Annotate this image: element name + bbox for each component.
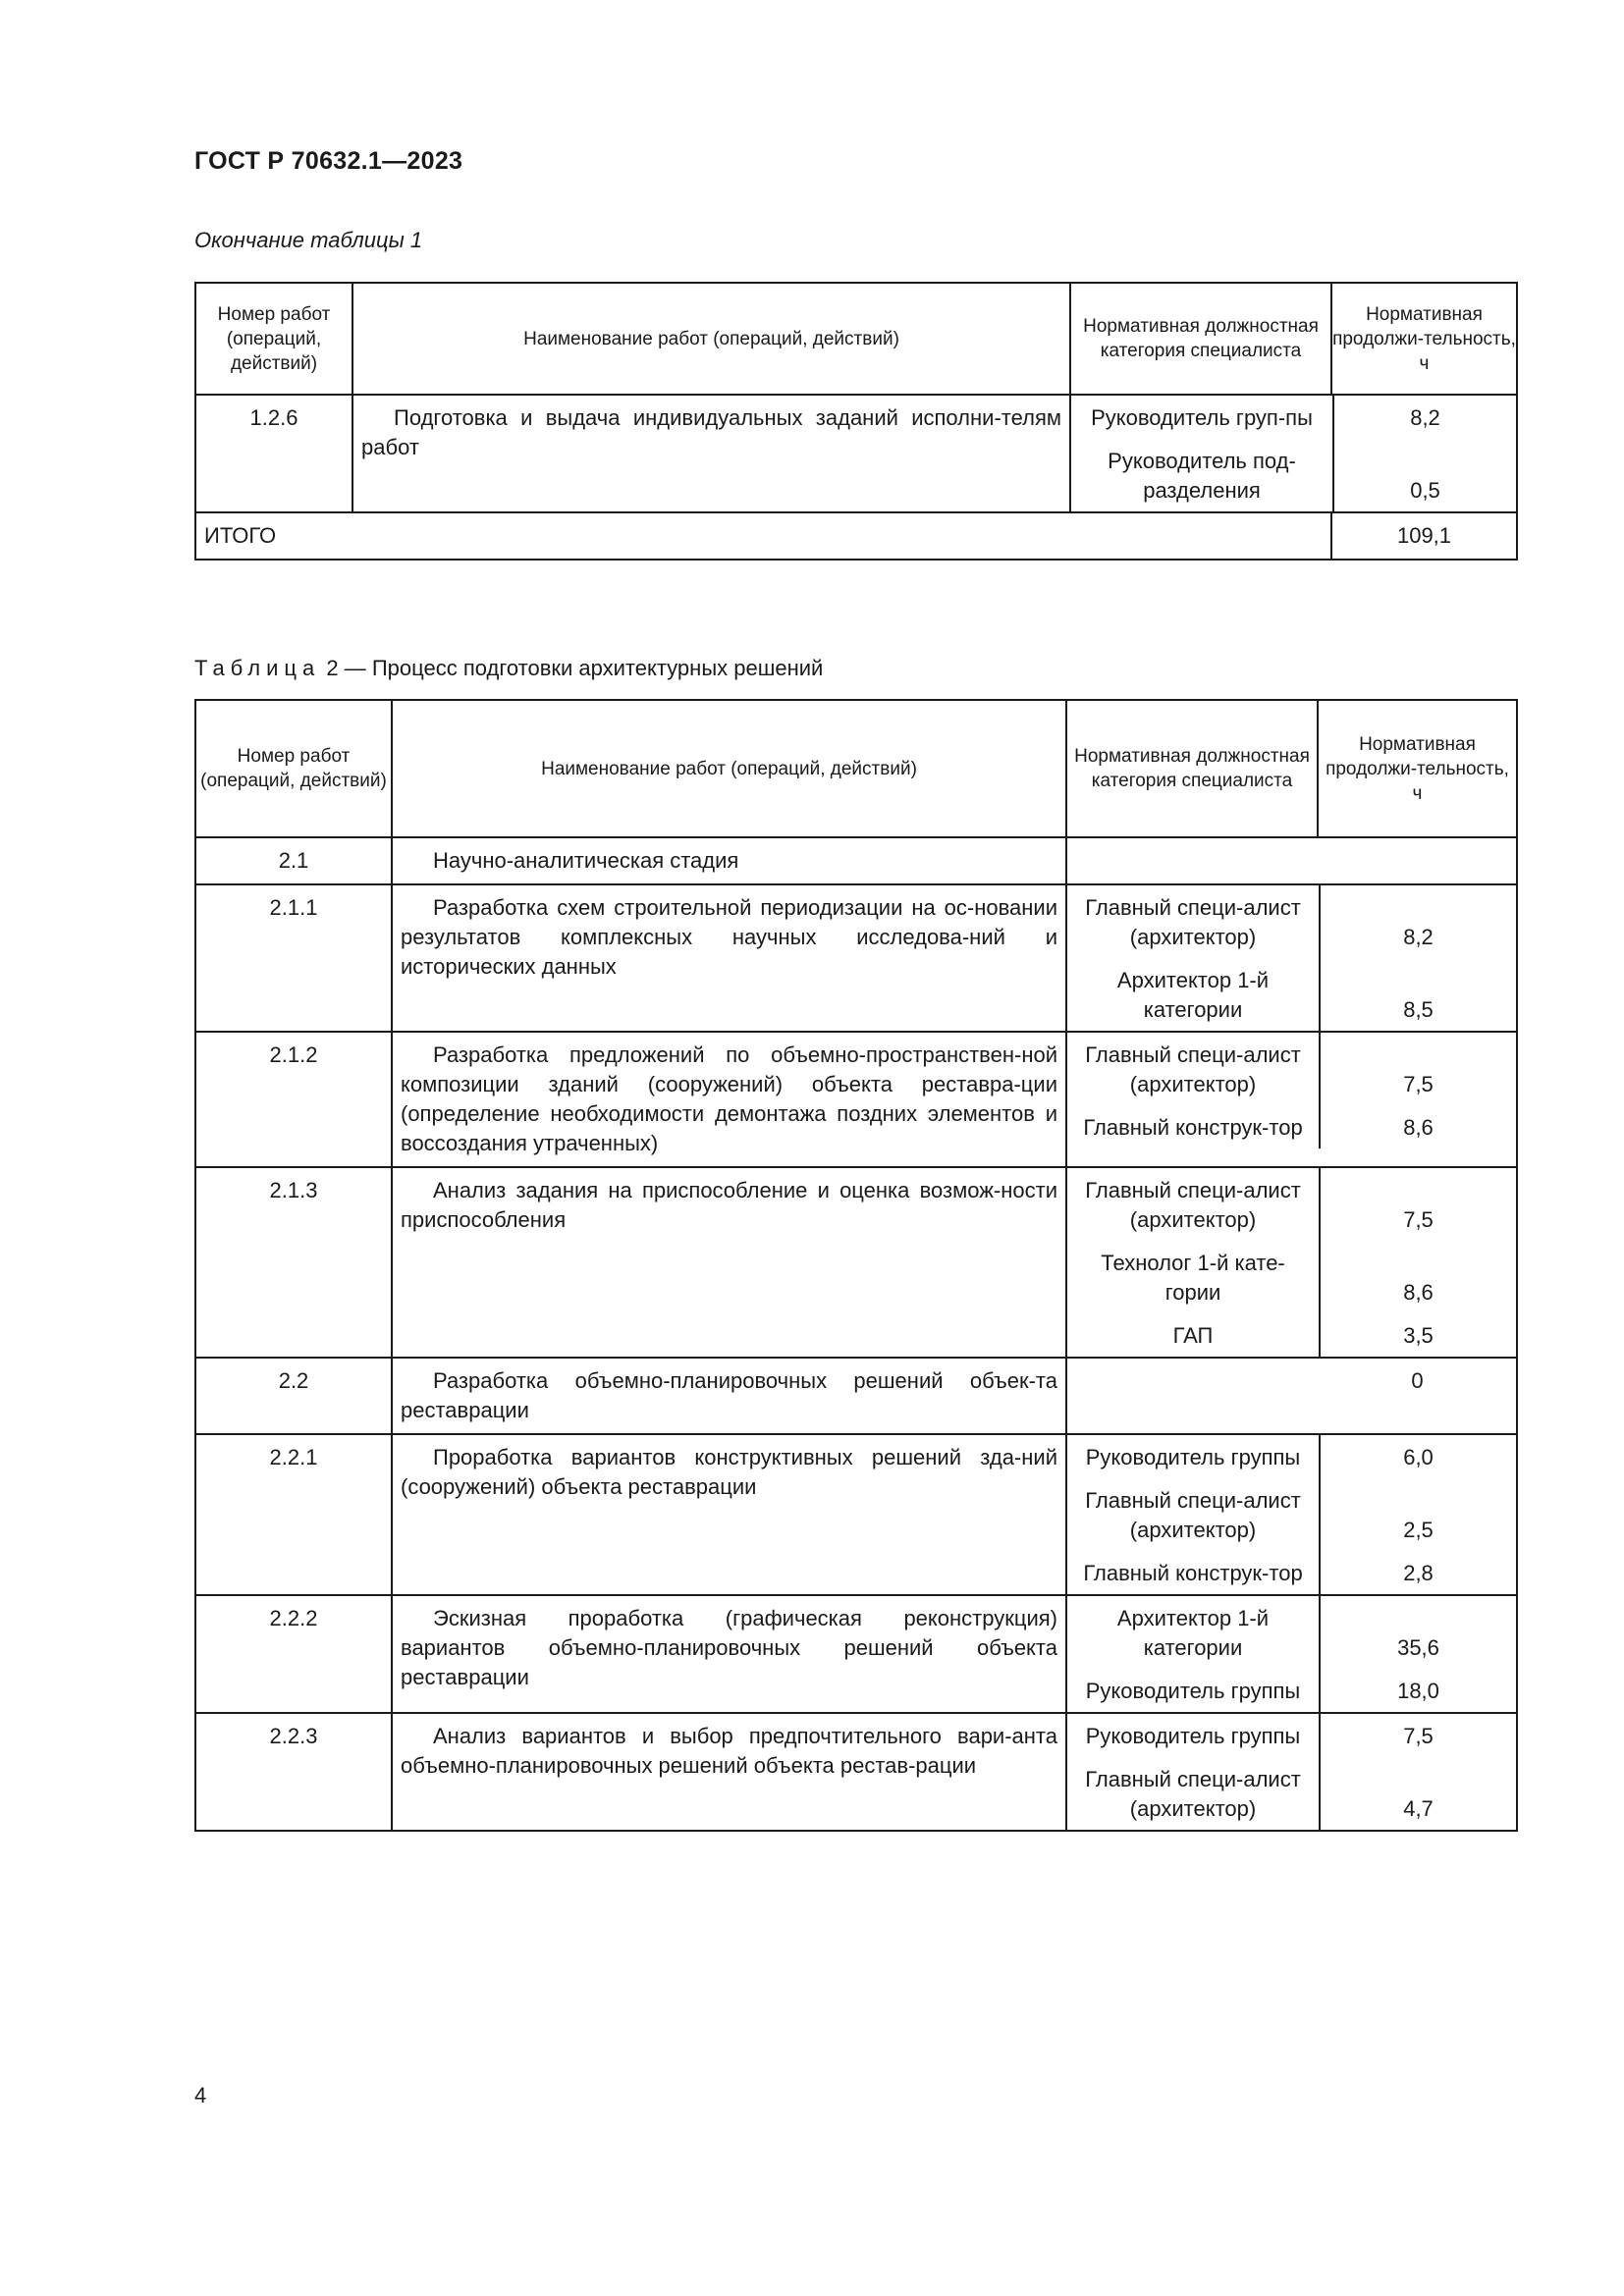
table-row [195, 1032, 1517, 1167]
duration-hours: 7,5 [1319, 1168, 1516, 1241]
duration-hours: 0 [1411, 1368, 1424, 1393]
specialist-category: Технолог 1-й кате-гории [1101, 1251, 1285, 1305]
specialist-category: Архитектор 1-й категории [1116, 1606, 1270, 1660]
duration-hours: 7,5 [1319, 1714, 1516, 1757]
work-number: 2.1.1 [195, 884, 392, 1032]
duration-hours: 2,8 [1319, 1551, 1516, 1594]
specialist-category: Руководитель группы [1085, 1445, 1301, 1469]
work-number: 2.1.2 [195, 1032, 392, 1167]
category-item [1071, 439, 1516, 511]
table2-caption-label: Таблица [194, 656, 321, 680]
category-item [1067, 1313, 1516, 1357]
specialist-category: Архитектор 1-й категории [1116, 968, 1270, 1022]
specialist-category [1067, 1366, 1319, 1396]
duration-hours: 18,0 [1319, 1669, 1516, 1712]
work-number: 2.1 [195, 837, 392, 884]
table1 [194, 282, 1518, 561]
duration-hours: 6,0 [1319, 1435, 1516, 1478]
specialist-category: Главный конструк-тор [1083, 1561, 1303, 1585]
category-duration-cell [1066, 1167, 1517, 1358]
duration-hours: 2,5 [1319, 1478, 1516, 1551]
work-number: 2.2 [195, 1358, 392, 1434]
col-header-category: Нормативная должностная категория специалиста [1070, 283, 1331, 395]
work-number: 2.2.1 [195, 1434, 392, 1595]
duration-hours: 8,5 [1319, 958, 1516, 1031]
duration-hours: 7,5 [1319, 1033, 1516, 1105]
work-name: Разработка предложений по объемно-пространствен-ной композиции зданий (сооружений) объекта реставра-ции (определение необходимости демонтажа поздних элементов и воссоздания утраченных) [392, 1032, 1066, 1167]
category-duration-cell [1066, 1595, 1517, 1713]
category-duration-cell [1066, 1032, 1517, 1167]
work-name: Эскизная проработка (графическая реконструкция) вариантов объемно-планировочных решений объекта реставрации [392, 1595, 1066, 1713]
category-item [1067, 1714, 1516, 1757]
category-duration-cell [1066, 1434, 1517, 1595]
category-duration-cell [1066, 837, 1517, 884]
duration-hours: 8,2 [1332, 396, 1516, 439]
specialist-category: ГАП [1172, 1323, 1214, 1348]
category-item [1067, 1757, 1516, 1830]
work-number: 2.2.3 [195, 1713, 392, 1831]
duration-hours: 8,6 [1319, 1105, 1516, 1148]
category-item [1067, 1168, 1516, 1241]
col-header-duration: Нормативная продолжи-тельность, ч [1318, 700, 1517, 837]
category-item [1067, 1596, 1516, 1669]
table1-caption: Окончание таблицы 1 [194, 228, 423, 252]
col-header-name: Наименование работ (операций, действий) [392, 700, 1066, 837]
page-number: 4 [194, 2083, 207, 2108]
category-item [1067, 885, 1516, 958]
table-row [195, 1713, 1517, 1831]
work-name: Разработка объемно-планировочных решений объек-та реставрации [392, 1358, 1066, 1434]
work-name: Проработка вариантов конструктивных решений зда-ний (сооружений) объекта реставрации [392, 1434, 1066, 1595]
specialist-category: Главный специ-алист (архитектор) [1085, 1178, 1301, 1232]
category-item [1067, 1033, 1516, 1105]
category-duration-cell [1066, 884, 1517, 1032]
table2-caption-title: 2 — Процесс подготовки архитектурных решений [326, 656, 824, 680]
document-code: ГОСТ Р 70632.1—2023 [194, 147, 463, 175]
total-value: 109,1 [1331, 512, 1517, 560]
work-name: Анализ вариантов и выбор предпочтительного вари-анта объемно-планировочных решений объекта рестав-рации [392, 1713, 1066, 1831]
specialist-category: Главный конструк-тор [1083, 1115, 1303, 1140]
work-number: 1.2.6 [195, 395, 352, 512]
category-item [1071, 396, 1516, 439]
category-duration-cell [1066, 1358, 1517, 1434]
category-item [1067, 1241, 1516, 1313]
specialist-category: Руководитель груп-пы [1091, 405, 1313, 430]
work-name: Разработка схем строительной периодизации на ос-новании результатов комплексных научных исследова-ний и исторических данных [392, 884, 1066, 1032]
table2 [194, 699, 1518, 1832]
work-number: 2.2.2 [195, 1595, 392, 1713]
col-header-number: Номер работ (операций, действий) [195, 700, 392, 837]
category-item [1067, 958, 1516, 1031]
duration-hours: 0,5 [1332, 439, 1516, 511]
total-label: ИТОГО [195, 512, 1331, 560]
category-duration-cell [1066, 1713, 1517, 1831]
specialist-category: Руководитель группы [1085, 1724, 1301, 1748]
work-number: 2.1.3 [195, 1167, 392, 1358]
table2-caption [194, 656, 823, 681]
table-row [195, 395, 1517, 512]
duration-hours: 4,7 [1319, 1757, 1516, 1830]
section-total [1067, 1366, 1516, 1396]
category-item [1067, 1669, 1516, 1712]
specialist-category: Главный специ-алист (архитектор) [1085, 895, 1301, 949]
work-name: Анализ задания на приспособление и оценка возмож-ности приспособления [392, 1167, 1066, 1358]
work-name: Подготовка и выдача индивидуальных заданий исполни-телям работ [352, 395, 1070, 512]
total-row [195, 512, 1517, 560]
table-row [195, 1358, 1517, 1434]
col-header-category: Нормативная должностная категория специалиста [1066, 700, 1318, 837]
duration-hours: 8,2 [1319, 885, 1516, 958]
duration-hours: 8,6 [1319, 1241, 1516, 1313]
col-header-number: Номер работ (операций, действий) [195, 283, 352, 395]
table-row [195, 1167, 1517, 1358]
specialist-category: Руководитель под-разделения [1108, 449, 1296, 503]
col-header-name: Наименование работ (операций, действий) [352, 283, 1070, 395]
category-item [1067, 1478, 1516, 1551]
specialist-category: Главный специ-алист (архитектор) [1085, 1488, 1301, 1542]
category-item [1067, 1105, 1516, 1148]
duration-hours: 35,6 [1319, 1596, 1516, 1669]
category-duration-cell [1070, 395, 1517, 512]
specialist-category: Руководитель группы [1085, 1679, 1301, 1703]
specialist-category: Главный специ-алист (архитектор) [1085, 1042, 1301, 1096]
col-header-duration: Нормативная продолжи-тельность, ч [1331, 283, 1517, 395]
work-name: Научно-аналитическая стадия [392, 837, 1066, 884]
table-row [195, 837, 1517, 884]
table-row [195, 1434, 1517, 1595]
category-item [1067, 1551, 1516, 1594]
table-row [195, 1595, 1517, 1713]
duration-hours: 3,5 [1319, 1313, 1516, 1357]
table-row [195, 884, 1517, 1032]
category-item [1067, 1435, 1516, 1478]
specialist-category: Главный специ-алист (архитектор) [1085, 1767, 1301, 1821]
